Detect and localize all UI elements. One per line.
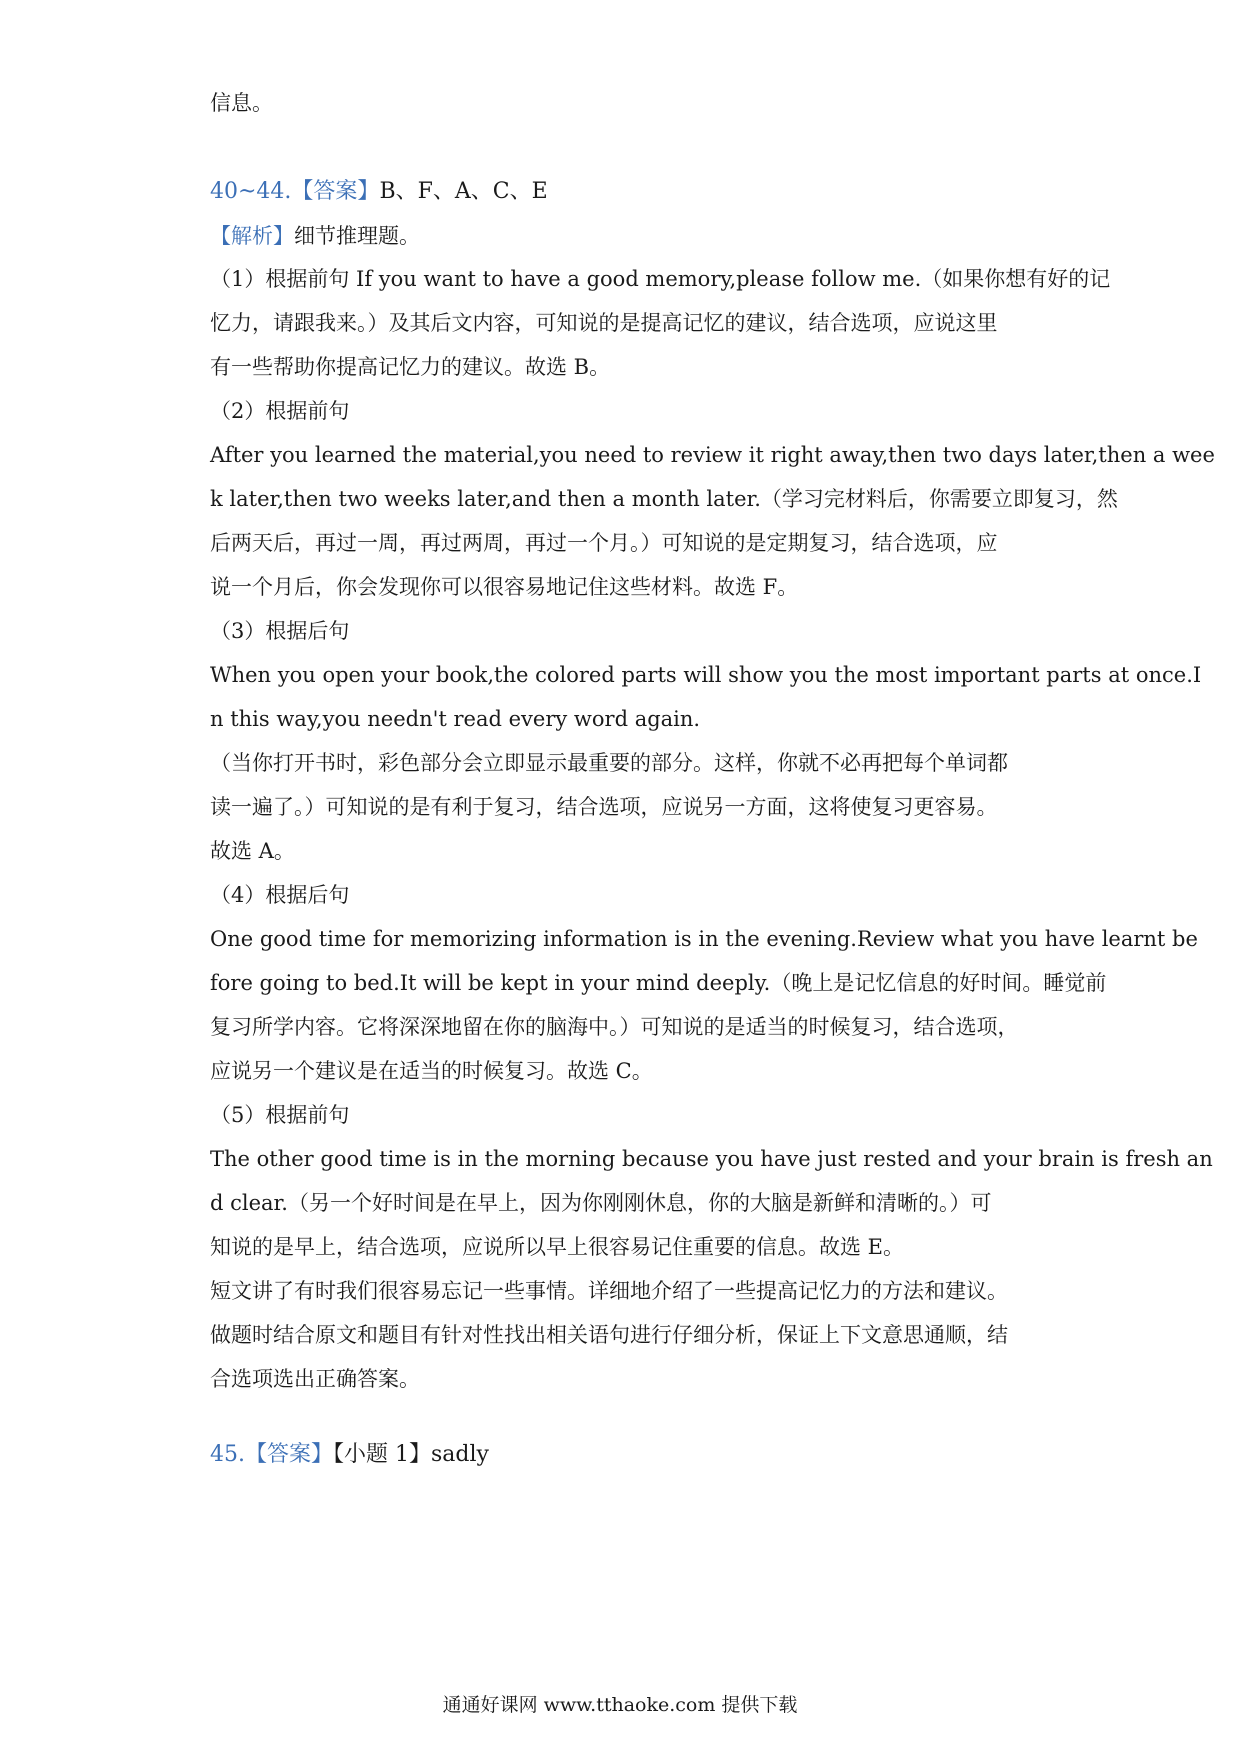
- analysis-line: After you learned the material,you need to review it right away,then two days later,then a wee: [210, 443, 1215, 467]
- question-number: 40~44.: [210, 179, 292, 204]
- analysis-line: 有一些帮助你提高记忆力的建议。故选 B。: [210, 355, 611, 379]
- analysis-type: 细节推理题。: [294, 224, 420, 248]
- answer-tag: 【答案】: [291, 179, 380, 204]
- analysis-line: 忆力，请跟我来。）及其后文内容，可知说的是提高记忆的建议，结合选项，应说这里: [210, 311, 998, 335]
- analysis-line: The other good time is in the morning because you have just rested and your brain is fresh an: [210, 1147, 1213, 1171]
- question-40-44-answer: [210, 177, 548, 207]
- analysis-line: 读一遍了。）可知说的是有利于复习，结合选项，应说另一方面，这将使复习更容易。: [210, 795, 998, 819]
- analysis-line: （2）根据前句: [210, 399, 350, 423]
- analysis-line: 短文讲了有时我们很容易忘记一些事情。详细地介绍了一些提高记忆力的方法和建议。: [210, 1279, 1008, 1303]
- analysis-line: 做题时结合原文和题目有针对性找出相关语句进行仔细分析，保证上下文意思通顺，结: [210, 1323, 1008, 1347]
- answer-text: B、F、A、C、E: [379, 179, 548, 204]
- footer: 通通好课网 www.tthaoke.com 提供下载: [442, 1694, 798, 1716]
- analysis-heading: [210, 221, 420, 251]
- analysis-line: n this way,you needn't read every word again.: [210, 707, 701, 731]
- subquestion-tag: 【小题 1】: [333, 1442, 432, 1467]
- analysis-line: 复习所学内容。它将深深地留在你的脑海中。）可知说的是适当的时候复习，结合选项，: [210, 1015, 1019, 1039]
- analysis-line: fore going to bed.It will be kept in your mind deeply.（晚上是记忆信息的好时间。睡觉前: [210, 971, 1107, 995]
- analysis-line: 知说的是早上，结合选项，应说所以早上很容易记住重要的信息。故选 E。: [210, 1235, 905, 1259]
- question-number: 45.: [210, 1442, 245, 1467]
- analysis-line: d clear.（另一个好时间是在早上，因为你刚刚休息，你的大脑是新鲜和清晰的。）可: [210, 1191, 992, 1215]
- analysis-line: （5）根据前句: [210, 1103, 350, 1127]
- analysis-line: （当你打开书时，彩色部分会立即显示最重要的部分。这样，你就不必再把每个单词都: [210, 751, 1008, 775]
- analysis-line: One good time for memorizing information is in the evening.Review what you have learnt be: [210, 927, 1198, 951]
- analysis-line: 故选 A。: [210, 839, 295, 863]
- analysis-line: k later,then two weeks later,and then a month later.（学习完材料后，你需要立即复习，然: [210, 487, 1118, 511]
- analysis-line: 应说另一个建议是在适当的时候复习。故选 C。: [210, 1059, 653, 1083]
- analysis-line: 合选项选出正确答案。: [210, 1367, 420, 1391]
- analysis-line: （1）根据前句 If you want to have a good memory,please follow me.（如果你想有好的记: [210, 267, 1111, 291]
- top-line: 信息。: [210, 91, 273, 115]
- analysis-line: （3）根据后句: [210, 619, 350, 643]
- answer-text: sadly: [431, 1442, 489, 1467]
- analysis-line: When you open your book,the colored parts will show you the most important parts at once.I: [210, 663, 1202, 687]
- analysis-line: （4）根据后句: [210, 883, 350, 907]
- analysis-line: 说一个月后，你会发现你可以很容易地记住这些材料。故选 F。: [210, 575, 799, 599]
- analysis-tag: 【解析】: [210, 224, 294, 248]
- answer-tag: 【答案】: [245, 1442, 334, 1467]
- question-45-answer: [210, 1440, 489, 1470]
- analysis-line: 后两天后，再过一周，再过两周，再过一个月。）可知说的是定期复习，结合选项，应: [210, 531, 998, 555]
